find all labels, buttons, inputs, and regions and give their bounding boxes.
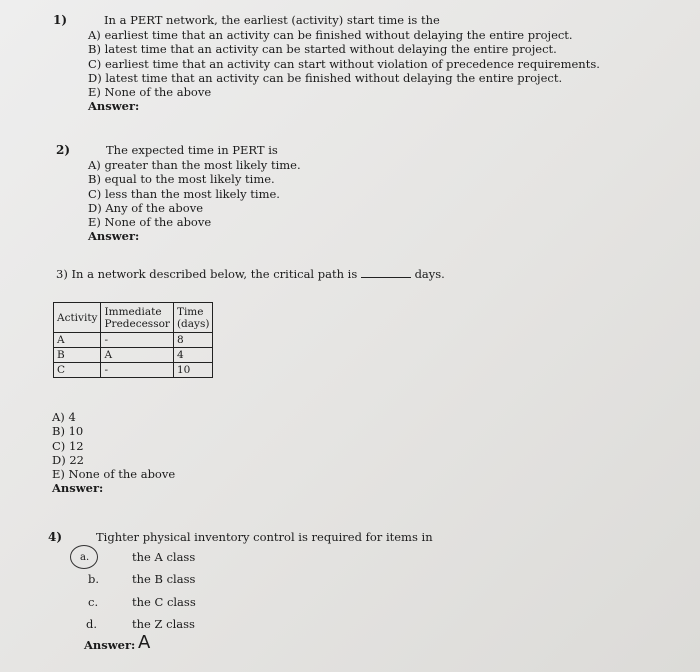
q4-option-d-letter: d. <box>86 617 98 631</box>
table-cell: 8 <box>173 333 213 348</box>
table-header-row <box>54 303 213 333</box>
q4-number: 4) <box>48 530 63 544</box>
q3-table <box>53 302 213 378</box>
q3-option-c: C) 12 <box>52 438 84 453</box>
q1-stem: In a PERT network, the earliest (activity) start time is the <box>104 13 440 27</box>
q1-option-b: B) latest time that an activity can be started without delaying the entire project. <box>88 42 557 57</box>
table-row <box>54 363 213 378</box>
q3-options <box>52 410 175 496</box>
table-row <box>54 348 213 363</box>
table-header-activity: Activity <box>54 303 101 333</box>
table-cell: B <box>54 348 101 363</box>
q2-stem: The expected time in PERT is <box>106 143 278 157</box>
table-row <box>54 333 213 348</box>
q3-option-e: E) None of the above <box>52 467 176 482</box>
q1-answer-label: Answer: <box>88 99 140 114</box>
q3-option-d: D) 22 <box>52 452 84 467</box>
q4-option-d-text: the Z class <box>132 617 195 631</box>
q2-option-a: A) greater than the most likely time. <box>88 158 301 172</box>
q4-option-a-text: the A class <box>132 550 196 564</box>
table-cell: 4 <box>173 348 213 363</box>
table-cell: 10 <box>173 363 213 378</box>
q3-stem-after: days. <box>414 267 445 281</box>
q3-answer-blank <box>361 267 411 278</box>
q4-option-c-letter: c. <box>88 595 99 609</box>
q3-answer-label: Answer: <box>52 481 104 496</box>
q2-option-b: B) equal to the most likely time. <box>88 172 275 187</box>
q4-option-c-text: the C class <box>132 595 196 609</box>
table-cell: A <box>101 348 173 363</box>
q2-number: 2) <box>56 143 71 157</box>
q4-answer-label: Answer: <box>84 638 136 652</box>
table-header-time: Time (days) <box>173 303 213 333</box>
q3-option-a: A) 4 <box>52 410 76 424</box>
q3-stem-before: 3) In a network described below, the critical path is <box>56 267 358 281</box>
q4-handwritten-answer: A <box>138 632 151 653</box>
q3-stem <box>56 267 445 282</box>
q1-option-a: A) earliest time that an activity can be finished without delaying the entire project. <box>88 28 573 42</box>
q3-option-b: B) 10 <box>52 424 84 439</box>
q1-option-e: E) None of the above <box>88 85 212 100</box>
q2-option-e: E) None of the above <box>88 215 212 230</box>
table-cell: A <box>54 333 101 348</box>
q1-options <box>88 28 600 114</box>
q1-option-c: C) earliest time that an activity can start without violation of precedence requirements. <box>88 56 600 71</box>
q2-option-c: C) less than the most likely time. <box>88 186 280 201</box>
table-cell: C <box>54 363 101 378</box>
q1-option-d: D) latest time that an activity can be finished without delaying the entire project. <box>88 70 563 85</box>
table-header-predecessor: Immediate Predecessor <box>101 303 173 333</box>
q2-options <box>88 158 301 244</box>
q2-option-d: D) Any of the above <box>88 200 203 215</box>
q4-option-a-letter: a. <box>80 552 90 563</box>
q4-option-b-text: the B class <box>132 572 196 586</box>
q1-number: 1) <box>53 13 68 27</box>
q4-option-b-letter: b. <box>88 572 100 586</box>
table-cell: - <box>101 363 173 378</box>
table-cell: - <box>101 333 173 348</box>
q2-answer-label: Answer: <box>88 229 140 244</box>
q4-stem: Tighter physical inventory control is required for items in <box>96 530 433 544</box>
